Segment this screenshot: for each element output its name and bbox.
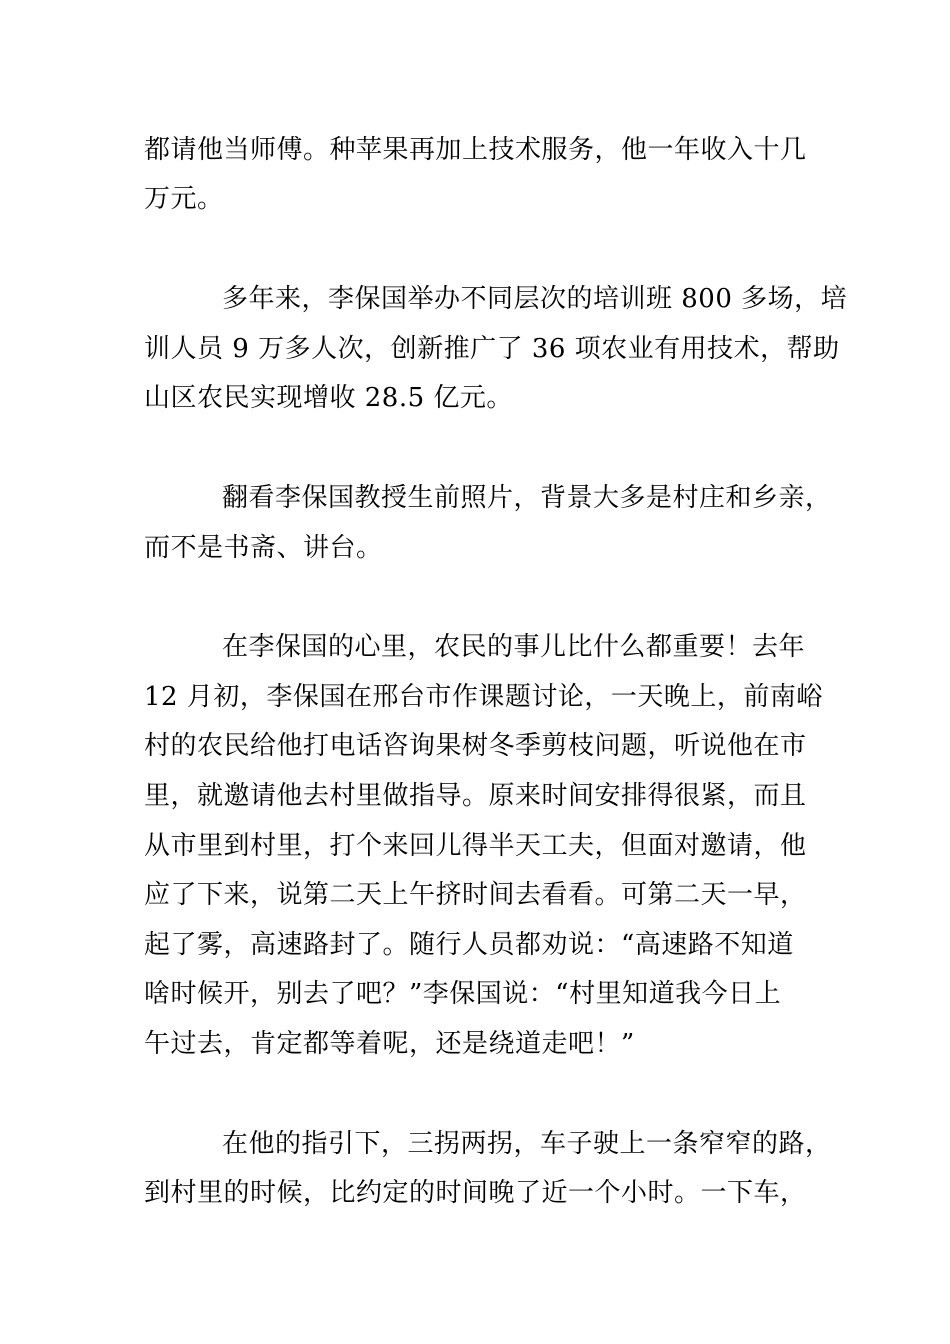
paragraph-2-line-1: 多年来，李保国举办不同层次的培训班 800 多场，培 [222,284,848,314]
paragraph-1-line-1: 都请他当师傅。种苹果再加上技术服务，他一年收入十几 [144,135,807,165]
paragraph-5-line-1: 在他的指引下，三拐两拐，车子驶上一条窄窄的路， [222,1129,832,1159]
paragraph-4-line-4: 里，就邀请他去村里做指导。原来时间安排得很紧，而且 [144,781,807,811]
paragraph-4-line-3: 村的农民给他打电话咨询果树冬季剪枝问题，听说他在市 [144,731,807,761]
paragraph-4-line-9: 午过去，肯定都等着呢，还是绕道走吧！” [144,1029,635,1059]
paragraph-4-line-1: 在李保国的心里，农民的事儿比什么都重要！去年 [222,632,806,662]
paragraph-2-line-3: 山区农民实现增收 28.5 亿元。 [144,383,513,413]
paragraph-4-line-6: 应了下来，说第二天上午挤时间去看看。可第二天一早， [144,880,807,910]
paragraph-1-line-2: 万元。 [144,184,224,214]
paragraph-3-line-1: 翻看李保国教授生前照片，背景大多是村庄和乡亲， [222,483,832,513]
paragraph-3-line-2: 而不是书斋、讲台。 [144,533,383,563]
paragraph-4-line-5: 从市里到村里，打个来回儿得半天工夫，但面对邀请，他 [144,831,807,861]
paragraph-4-line-8: 啥时候开，别去了吧？”李保国说：“村里知道我今日上 [144,979,782,1009]
paragraph-2-line-2: 训人员 9 万多人次，创新推广了 36 项农业有用技术，帮助 [144,334,840,364]
paragraph-4-line-7: 起了雾，高速路封了。随行人员都劝说：“高速路不知道 [144,930,794,960]
paragraph-4-line-2: 12 月初，李保国在邢台市作课题讨论，一天晚上，前南峪 [144,682,823,712]
paragraph-5-line-2: 到村里的时候，比约定的时间晚了近一个小时。一下车， [144,1178,807,1208]
